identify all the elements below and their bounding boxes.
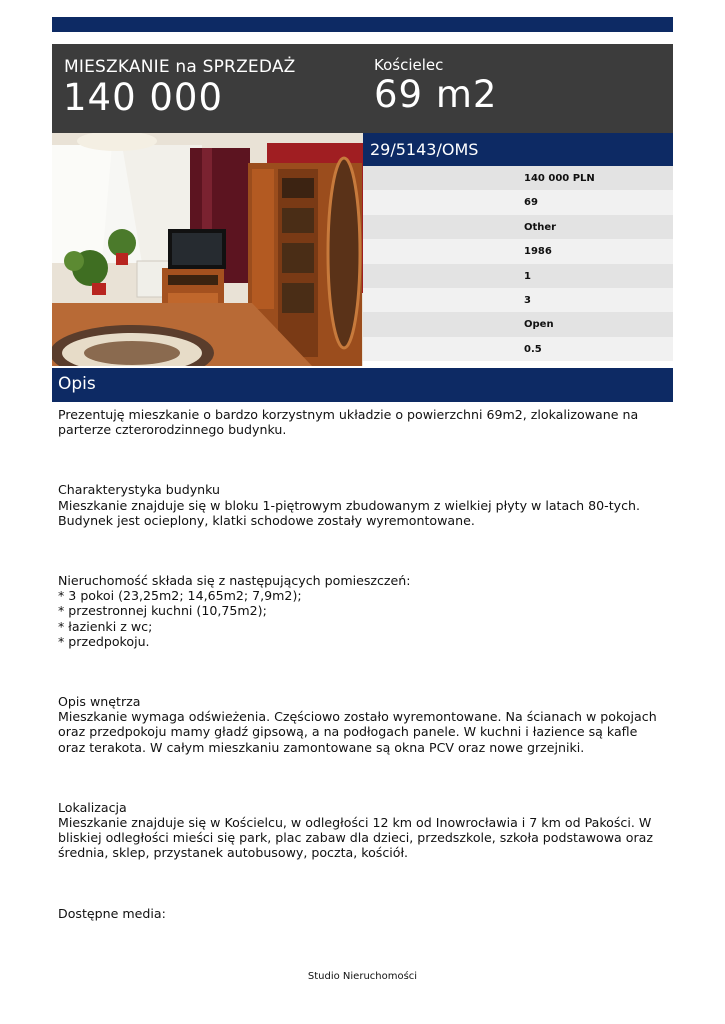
attribute-row bbox=[363, 312, 673, 336]
listing-city: Kościelec bbox=[374, 56, 444, 74]
description bbox=[58, 407, 664, 921]
attribute-row bbox=[363, 215, 673, 239]
listing-price: 140 000 bbox=[63, 76, 224, 119]
top-accent-bar bbox=[52, 17, 673, 32]
listing-header bbox=[52, 44, 673, 133]
description-interior: Opis wnętrza Mieszkanie wymaga odświeżenia. Częściowo zostało wyremontowane. Na ścianach w pokojach oraz przedpokoju mamy gładź gipsową, a na podłogach panele. W kuchni i łazience są kafle oraz terakota. W całym mieszkaniu zamontowane są okna PCV oraz nowe grzejniki. bbox=[58, 694, 657, 755]
attribute-value: 140 000 PLN bbox=[524, 173, 595, 184]
attribute-row bbox=[363, 166, 673, 190]
listing-type: MIESZKANIE na SPRZEDAŻ bbox=[64, 57, 296, 77]
description-rooms: Nieruchomość składa się z następujących pomieszczeń: * 3 pokoi (23,25m2; 14,65m2; 7,9m2); * przestronnej kuchni (10,75m2); * łazienki z wc; * przedpokoju. bbox=[58, 573, 411, 649]
attribute-row bbox=[363, 288, 673, 312]
attributes-table bbox=[363, 166, 673, 361]
description-intro: Prezentuję mieszkanie o bardzo korzystnym układzie o powierzchni 69m2, zlokalizowane na parterze czterorodzinnego budynku. bbox=[58, 407, 639, 438]
attribute-row bbox=[363, 337, 673, 361]
attribute-value: Open bbox=[524, 319, 554, 331]
attribute-row bbox=[363, 264, 673, 288]
description-building: Charakterystyka budynku Mieszkanie znajduje się w bloku 1-piętrowym zbudowanym z wielkiej płyty w latach 80-tych. Budynek jest ocieplony, klatki schodowe zostały wyremontowane. bbox=[58, 482, 640, 528]
attribute-value: 1 bbox=[524, 270, 531, 282]
attribute-row bbox=[363, 239, 673, 263]
reference-number: 29/5143/OMS bbox=[370, 140, 479, 159]
listing-area: 69 m2 bbox=[374, 73, 498, 116]
description-location: Lokalizacja Mieszkanie znajduje się w Kościelcu, w odległości 12 km od Inowrocławia i 7 km od Pakości. W bliskiej odległości mieści się park, plac zabaw dla dzieci, przedszkole, szkoła podstawowa oraz średnia, sklep, przystanek autobusowy, poczta, kościół. bbox=[58, 799, 653, 861]
section-title: Opis bbox=[58, 374, 96, 394]
section-header bbox=[52, 368, 673, 402]
attribute-value: 69 bbox=[524, 197, 538, 209]
attribute-value: 0.5 bbox=[524, 343, 542, 355]
attribute-value: 1986 bbox=[524, 246, 552, 258]
attribute-row bbox=[363, 190, 673, 214]
property-photo bbox=[52, 133, 363, 366]
description-media: Dostępne media: bbox=[58, 905, 166, 921]
reference-bar bbox=[363, 133, 673, 166]
attribute-value: Other bbox=[524, 221, 557, 233]
attribute-value: 3 bbox=[524, 294, 531, 306]
footer-agency: Studio Nieruchomości bbox=[307, 971, 418, 982]
